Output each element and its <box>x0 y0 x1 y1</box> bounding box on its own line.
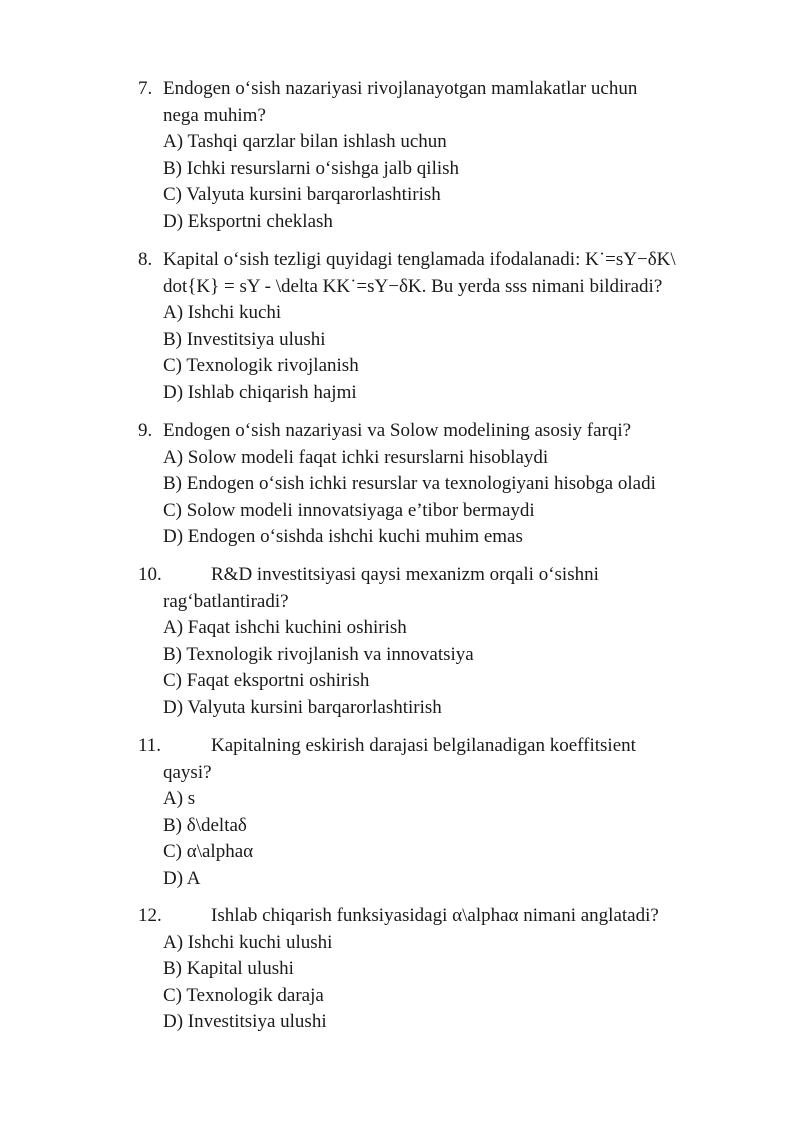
option-b: B) Kapital ulushi <box>163 958 294 979</box>
option-b: B) Investitsiya ulushi <box>163 328 326 350</box>
question-12 <box>138 903 768 1036</box>
option-a: A) Ishchi kuchi ulushi <box>163 931 333 953</box>
option-d: D) A <box>163 867 201 889</box>
question-number: 10. <box>138 564 162 585</box>
option-d: D) Eksportni cheklash <box>163 210 333 232</box>
option-c: C) Faqat eksportni oshirish <box>163 670 370 691</box>
question-line: Kapital o‘sish tezligi quyidagi tenglamada ifodalanadi: K˙=sY−δK\ <box>163 249 676 270</box>
option-c: C) Texnologik rivojlanish <box>163 355 359 376</box>
question-11 <box>138 733 768 892</box>
question-number: 9. <box>138 420 153 441</box>
option-b: B) Endogen o‘sish ichki resurslar va texnologiyani hisobga oladi <box>163 473 656 494</box>
option-a: A) Tashqi qarzlar bilan ishlash uchun <box>163 131 447 152</box>
question-text <box>138 903 768 930</box>
question-number: 12. <box>138 905 162 926</box>
option-d: D) Investitsiya ulushi <box>163 1011 327 1032</box>
option-c: C) Valyuta kursini barqarorlashtirish <box>163 184 441 205</box>
option-c: C) α\alphaα <box>163 841 254 862</box>
question-text <box>138 562 768 589</box>
option-d: D) Valyuta kursini barqarorlashtirish <box>163 696 442 718</box>
option-a: A) Faqat ishchi kuchini oshirish <box>163 617 407 638</box>
option-b: B) Ichki resurslarni o‘sishga jalb qilish <box>163 157 460 179</box>
question-7 <box>138 76 768 235</box>
question-9 <box>138 418 768 551</box>
option-a: A) Solow modeli faqat ichki resurslarni hisoblaydi <box>163 446 549 468</box>
question-number: 11. <box>138 735 162 756</box>
option-a: A) Ishchi kuchi <box>163 302 282 323</box>
question-text <box>138 733 768 760</box>
option-c: C) Solow modeli innovatsiyaga e’tibor bermaydi <box>163 499 535 521</box>
question-line: Kapitalning eskirish darajasi belgilanadigan koeffitsient <box>211 735 636 756</box>
question-8 <box>138 247 768 406</box>
question-line: dot{K} = sY - \delta KK˙=sY−δK. Bu yerda sss nimani bildiradi? <box>163 275 663 297</box>
question-text <box>138 247 768 274</box>
question-line: Endogen o‘sish nazariyasi rivojlanayotgan mamlakatlar uchun <box>163 78 638 99</box>
question-number: 7. <box>138 78 153 99</box>
question-line: Endogen o‘sish nazariyasi va Solow modelining asosiy farqi? <box>163 420 632 441</box>
question-number: 8. <box>138 249 153 270</box>
question-line: nega muhim? <box>163 104 266 126</box>
question-line: R&D investitsiyasi qaysi mexanizm orqali o‘sishni <box>211 564 599 585</box>
question-line: qaysi? <box>163 761 212 783</box>
question-text <box>138 76 768 103</box>
question-10 <box>138 562 768 721</box>
option-c: C) Texnologik daraja <box>163 984 324 1006</box>
question-line: rag‘batlantiradi? <box>163 590 289 612</box>
option-b: B) δ\deltaδ <box>163 814 247 836</box>
question-line: Ishlab chiqarish funksiyasidagi α\alphaα nimani anglatadi? <box>211 905 659 926</box>
option-a: A) s <box>163 788 196 809</box>
option-d: D) Ishlab chiqarish hajmi <box>163 381 357 403</box>
option-d: D) Endogen o‘sishda ishchi kuchi muhim emas <box>163 526 523 547</box>
question-text <box>138 418 768 445</box>
option-b: B) Texnologik rivojlanish va innovatsiya <box>163 643 474 665</box>
